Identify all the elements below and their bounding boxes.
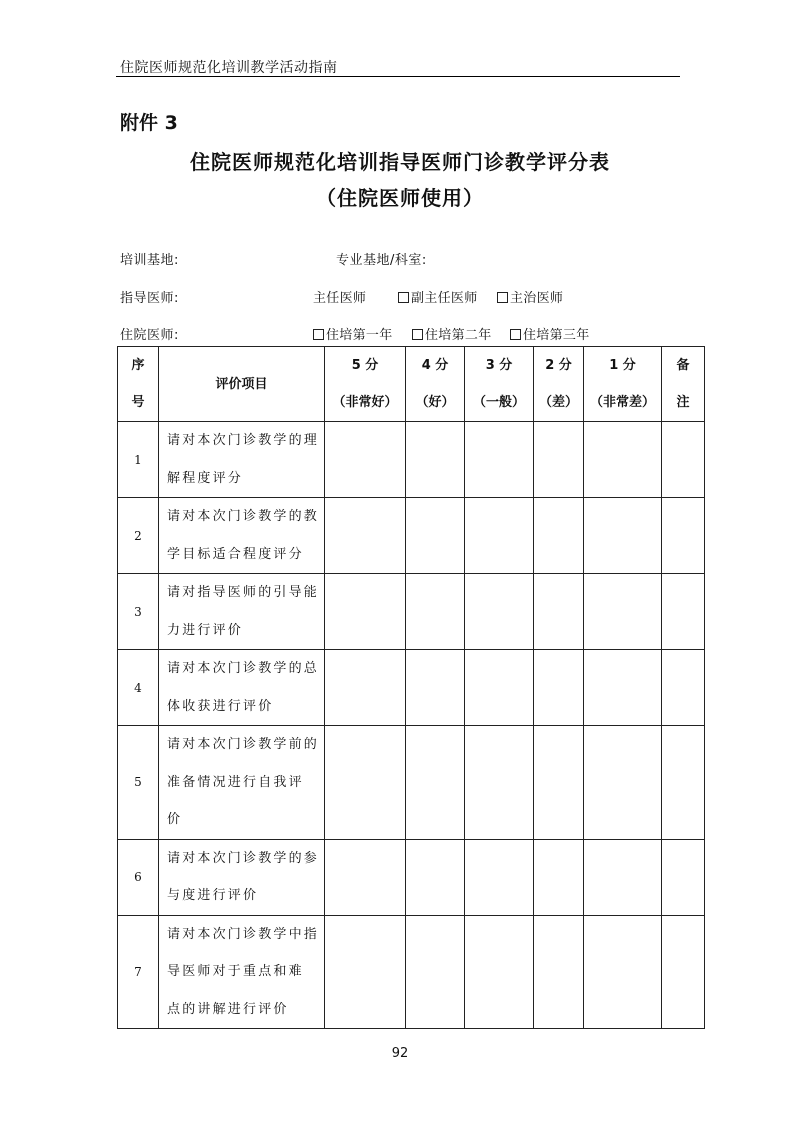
evaluation-item: 请对本次门诊教学的教 学目标适合程度评分	[159, 498, 325, 574]
teacher-option-attending[interactable]	[497, 287, 563, 306]
score-cell-2[interactable]	[534, 839, 584, 915]
score-cell-5[interactable]	[325, 650, 406, 726]
score-cell-2[interactable]	[534, 726, 584, 840]
evaluation-item: 请对本次门诊教学的总 体收获进行评价	[159, 650, 325, 726]
score-cell-4[interactable]	[406, 839, 465, 915]
header-score-1: 1 分 （非常差）	[584, 347, 662, 422]
table-row	[118, 726, 705, 840]
table-row	[118, 650, 705, 726]
score-cell-1[interactable]	[584, 422, 662, 498]
header-item: 评价项目	[159, 347, 325, 422]
table-row	[118, 498, 705, 574]
score-cell-5[interactable]	[325, 726, 406, 840]
teacher-option-label: 主治医师	[510, 291, 564, 306]
header-score-4: 4 分 （好）	[406, 347, 465, 422]
score-cell-3[interactable]	[465, 422, 534, 498]
table-row	[118, 915, 705, 1029]
score-cell-5[interactable]	[325, 839, 406, 915]
evaluation-item: 请对指导医师的引导能 力进行评价	[159, 574, 325, 650]
score-cell-1[interactable]	[584, 574, 662, 650]
evaluation-item: 请对本次门诊教学前的 准备情况进行自我评 价	[159, 726, 325, 840]
header-score-3: 3 分 （一般）	[465, 347, 534, 422]
score-cell-4[interactable]	[406, 915, 465, 1029]
score-cell-4[interactable]	[406, 498, 465, 574]
note-cell[interactable]	[662, 498, 705, 574]
form-title: 住院医师规范化培训指导医师门诊教学评分表	[190, 150, 610, 174]
score-cell-1[interactable]	[584, 915, 662, 1029]
checkbox-icon[interactable]	[412, 329, 423, 340]
score-cell-4[interactable]	[406, 650, 465, 726]
teacher-option-label: 副主任医师	[411, 291, 478, 306]
resident-option-year1[interactable]	[313, 324, 393, 343]
score-cell-1[interactable]	[584, 498, 662, 574]
note-cell[interactable]	[662, 839, 705, 915]
header-rule	[116, 76, 680, 77]
score-cell-2[interactable]	[534, 498, 584, 574]
checkbox-icon[interactable]	[398, 292, 409, 303]
teacher-label: 指导医师:	[120, 291, 179, 306]
row-number: 2	[118, 498, 159, 574]
row-number: 7	[118, 915, 159, 1029]
header-score-2: 2 分 （差）	[534, 347, 584, 422]
checkbox-icon[interactable]	[510, 329, 521, 340]
resident-option-label: 住培第一年	[326, 328, 393, 343]
score-cell-3[interactable]	[465, 915, 534, 1029]
note-cell[interactable]	[662, 574, 705, 650]
score-cell-1[interactable]	[584, 726, 662, 840]
score-cell-3[interactable]	[465, 650, 534, 726]
header-note: 备 注	[662, 347, 705, 422]
evaluation-item: 请对本次门诊教学中指 导医师对于重点和难 点的讲解进行评价	[159, 915, 325, 1029]
header-no: 序 号	[118, 347, 159, 422]
checkbox-icon[interactable]	[497, 292, 508, 303]
table-header-row	[118, 347, 705, 422]
attachment-label: 附件 3	[120, 112, 178, 134]
resident-option-label: 住培第三年	[523, 328, 590, 343]
form-subtitle: （住院医师使用）	[316, 186, 484, 210]
training-base-label: 培训基地:	[120, 253, 179, 268]
row-number: 5	[118, 726, 159, 840]
score-cell-4[interactable]	[406, 726, 465, 840]
table-row	[118, 574, 705, 650]
row-number: 1	[118, 422, 159, 498]
score-cell-4[interactable]	[406, 574, 465, 650]
teacher-option-chief[interactable]	[313, 287, 366, 306]
running-header: 住院医师规范化培训教学活动指南	[120, 60, 338, 76]
row-number: 4	[118, 650, 159, 726]
evaluation-item: 请对本次门诊教学的理 解程度评分	[159, 422, 325, 498]
score-cell-3[interactable]	[465, 726, 534, 840]
score-cell-2[interactable]	[534, 915, 584, 1029]
score-cell-1[interactable]	[584, 650, 662, 726]
score-cell-5[interactable]	[325, 498, 406, 574]
header-score-5: 5 分 （非常好）	[325, 347, 406, 422]
score-cell-2[interactable]	[534, 574, 584, 650]
score-cell-5[interactable]	[325, 915, 406, 1029]
resident-label: 住院医师:	[120, 328, 179, 343]
score-cell-3[interactable]	[465, 574, 534, 650]
note-cell[interactable]	[662, 726, 705, 840]
score-cell-5[interactable]	[325, 422, 406, 498]
department-label: 专业基地/科室:	[336, 253, 427, 268]
teacher-option-associate-chief[interactable]	[398, 287, 478, 306]
row-number: 3	[118, 574, 159, 650]
score-cell-5[interactable]	[325, 574, 406, 650]
score-cell-2[interactable]	[534, 422, 584, 498]
table-row	[118, 839, 705, 915]
teacher-option-label: 主任医师	[313, 291, 367, 306]
row-number: 6	[118, 839, 159, 915]
score-table	[117, 346, 705, 1029]
score-cell-3[interactable]	[465, 839, 534, 915]
score-cell-2[interactable]	[534, 650, 584, 726]
score-cell-3[interactable]	[465, 498, 534, 574]
note-cell[interactable]	[662, 422, 705, 498]
score-cell-4[interactable]	[406, 422, 465, 498]
checkbox-icon[interactable]	[313, 329, 324, 340]
note-cell[interactable]	[662, 650, 705, 726]
evaluation-item: 请对本次门诊教学的参 与度进行评价	[159, 839, 325, 915]
resident-option-year2[interactable]	[412, 324, 492, 343]
resident-option-label: 住培第二年	[425, 328, 492, 343]
resident-option-year3[interactable]	[510, 324, 590, 343]
page-number: 92	[391, 1046, 409, 1061]
note-cell[interactable]	[662, 915, 705, 1029]
score-cell-1[interactable]	[584, 839, 662, 915]
table-row	[118, 422, 705, 498]
